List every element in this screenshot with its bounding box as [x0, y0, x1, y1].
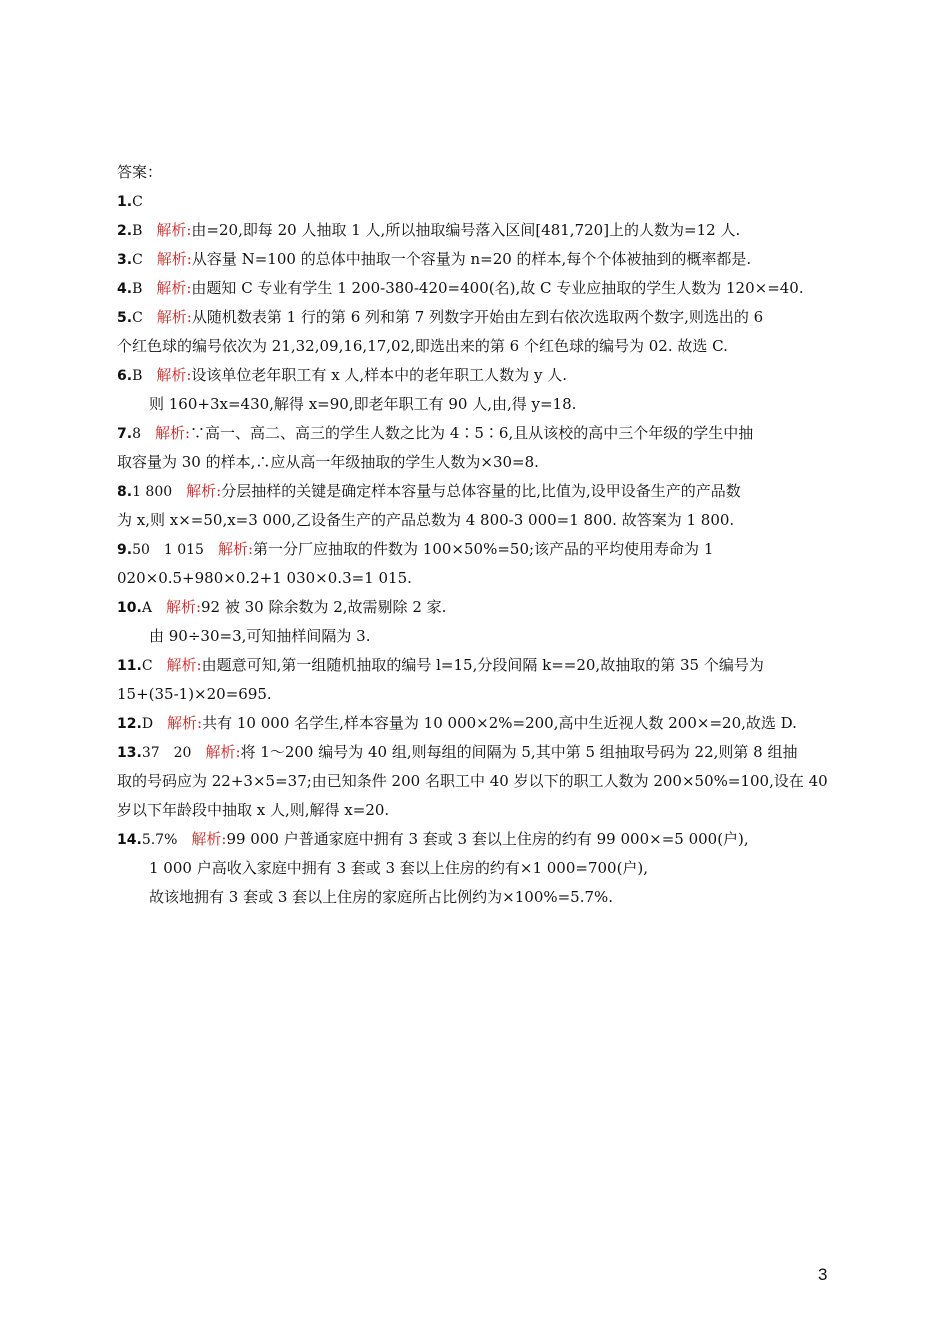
item-number: 3.: [117, 252, 133, 268]
analysis-label: 解析:: [191, 830, 227, 848]
item-text: 故该地拥有 3 套或 3 套以上住房的家庭所占比例约为×100%=5.7%.: [149, 888, 614, 906]
answer-continuation-line: [117, 680, 837, 709]
item-text: 则 160+3x=430,解得 x=90,即老年职工有 90 人,由,得 y=18.: [149, 395, 577, 413]
answer-continuation-line: [117, 564, 837, 593]
analysis-label: 解析:: [156, 308, 192, 326]
item-text: 从容量 N=100 的总体中抽取一个容量为 n=20 的样本,每个个体被抽到的概率都是.: [191, 250, 752, 268]
answer-item: [117, 738, 837, 767]
item-text: 由题意可知,第一组随机抽取的编号 l=15,分段间隔 k==20,故抽取的第 35 个编号为: [201, 656, 764, 674]
item-text: 15+(35-1)×20=695.: [117, 685, 272, 703]
item-text: 由题知 C 专业有学生 1 200-380-420=400(名),故 C 专业应抽取的学生人数为 120×=40.: [191, 279, 804, 297]
item-text: 为 x,则 x×=50,x=3 000,乙设备生产的产品总数为 4 800-3 000=1 800. 故答案为 1 800.: [117, 511, 735, 529]
item-text: 020×0.5+980×0.2+1 030×0.3=1 015.: [117, 569, 412, 587]
item-number: 6.: [117, 368, 133, 384]
item-number: 9.: [117, 542, 133, 558]
item-answer: C: [132, 194, 143, 210]
analysis-label: 解析:: [156, 279, 192, 297]
analysis-label: 解析:: [217, 540, 254, 558]
answer-item: [117, 274, 837, 303]
item-text: 设该单位老年职工有 x 人,样本中的老年职工人数为 y 人.: [191, 366, 567, 384]
item-answer: C: [132, 310, 143, 326]
answer-continuation-line: [117, 622, 837, 651]
answer-item: [117, 535, 837, 564]
answer-item: [117, 709, 837, 738]
item-number: 13.: [117, 745, 142, 761]
answer-item: [117, 216, 837, 245]
item-number: 4.: [117, 281, 133, 297]
item-answer: C: [132, 252, 143, 268]
item-text: 由=20,即每 20 人抽取 1 人,所以抽取编号落入区间[481,720]上的人数为=12 人.: [191, 221, 741, 239]
item-answer: 1 800: [132, 484, 173, 500]
answer-item: [117, 187, 837, 216]
answer-continuation-line: [117, 796, 837, 825]
analysis-label: 解析:: [205, 743, 241, 761]
answer-item: [117, 825, 837, 854]
item-number: 12.: [117, 716, 142, 732]
answer-item: [117, 651, 837, 680]
answer-continuation-line: [117, 332, 837, 361]
answer-item: [117, 303, 837, 332]
item-answer: A: [141, 600, 152, 616]
answer-continuation-line: [117, 390, 837, 419]
answer-continuation-line: [117, 506, 837, 535]
item-number: 7.: [117, 426, 133, 442]
analysis-label: 解析:: [156, 366, 192, 384]
item-answer: 8: [132, 426, 141, 442]
analysis-label: 解析:: [186, 482, 222, 500]
answer-item: [117, 361, 837, 390]
item-text: 99 000 户普通家庭中拥有 3 套或 3 套以上住房的约有 99 000×=5 000(户),: [226, 830, 749, 848]
item-number: 2.: [117, 223, 133, 239]
item-text: 共有 10 000 名学生,样本容量为 10 000×2%=200,高中生近视人数 200×=20,故选 D.: [202, 714, 797, 732]
item-text: 从随机数表第 1 行的第 6 列和第 7 列数字开始由左到右依次选取两个数字,则选出的 6: [191, 308, 764, 326]
item-text: 岁以下年龄段中抽取 x 人,则,解得 x=20.: [117, 801, 390, 819]
analysis-label: 解析:: [154, 424, 191, 442]
analysis-label: 解析:: [166, 656, 202, 674]
item-answer: B: [132, 368, 143, 384]
item-number: 5.: [117, 310, 133, 326]
answer-continuation-line: [117, 448, 837, 477]
item-answer: 50 1 015: [132, 542, 204, 558]
analysis-label: 解析:: [156, 250, 192, 268]
item-number: 11.: [117, 658, 142, 674]
answer-item: [117, 477, 837, 506]
item-number: 10.: [117, 600, 142, 616]
item-text: 取的号码应为 22+3×5=37;由已知条件 200 名职工中 40 岁以下的职工人数为 200×50%=100,设在 40: [117, 772, 828, 790]
item-text: 1 000 户高收入家庭中拥有 3 套或 3 套以上住房的约有×1 000=700(户),: [149, 859, 649, 877]
answer-continuation-line: [117, 854, 837, 883]
item-text: 取容量为 30 的样本,∴应从高一年级抽取的学生人数为×30=8.: [117, 453, 539, 471]
item-text: 第一分厂应抽取的件数为 100×50%=50;该产品的平均使用寿命为 1: [253, 540, 714, 558]
answers-heading: 答案：: [117, 163, 163, 181]
item-text: 个红色球的编号依次为 21,32,09,16,17,02,即选出来的第 6 个红色球的编号为 02. 故选 C.: [117, 337, 728, 355]
answer-continuation-line: [117, 767, 837, 796]
item-answer: D: [141, 716, 154, 732]
item-text: ∵高一、高二、高三的学生人数之比为 4∶5∶6,且从该校的高中三个年级的学生中抽: [190, 424, 754, 442]
answer-item: [117, 593, 837, 622]
item-number: 14.: [117, 832, 142, 848]
analysis-label: 解析:: [156, 221, 192, 239]
answer-item: [117, 245, 837, 274]
item-answer: B: [132, 223, 143, 239]
item-text: 将 1～200 编号为 40 组,则每组的间隔为 5,其中第 5 组抽取号码为 22,则第 8 组抽: [240, 743, 798, 761]
item-answer: 5.7%: [141, 832, 178, 848]
item-answer: C: [141, 658, 153, 674]
item-text: 由 90÷30=3,可知抽样间隔为 3.: [149, 627, 371, 645]
item-answer: B: [132, 281, 143, 297]
analysis-label: 解析:: [165, 598, 201, 616]
item-text: 92 被 30 除余数为 2,故需剔除 2 家.: [201, 598, 447, 616]
item-text: 分层抽样的关键是确定样本容量与总体容量的比,比值为,设甲设备生产的产品数: [221, 482, 741, 500]
item-answer: 37 20: [141, 745, 192, 761]
page-number: 3: [818, 1265, 828, 1284]
analysis-label: 解析:: [167, 714, 203, 732]
answer-item: [117, 419, 837, 448]
item-number: 1.: [117, 194, 133, 210]
answer-section: [117, 158, 837, 912]
item-number: 8.: [117, 484, 133, 500]
answer-continuation-line: [117, 883, 837, 912]
